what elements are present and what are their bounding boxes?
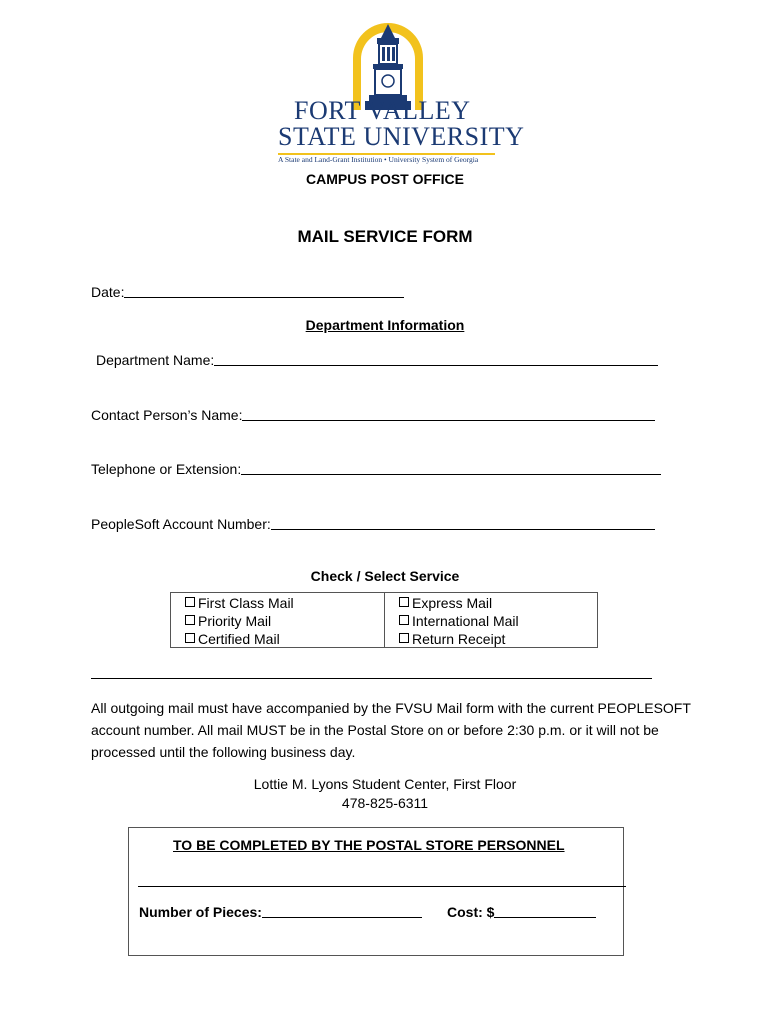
contact-name-label: Contact Person’s Name: [91, 407, 243, 423]
university-tagline: A State and Land-Grant Institution • University System of Georgia [278, 155, 479, 164]
service-option[interactable] [185, 594, 384, 612]
personnel-signature-line[interactable] [138, 886, 626, 887]
personnel-box [128, 827, 624, 956]
location-address: Lottie M. Lyons Student Center, First Floor [253, 776, 517, 792]
pieces-field[interactable] [139, 903, 422, 920]
mail-notice: All outgoing mail must have accompanied by the FVSU Mail form with the current PEOPLESOFT account number. All mail MUST be in the Postal Store on or before 2:30 p.m. or it will not be processed until the following business day. [91, 700, 691, 760]
cost-label: Cost: $ [447, 904, 495, 920]
pieces-input-line[interactable] [262, 903, 422, 918]
service-option-label: Return Receipt [412, 631, 506, 647]
checkbox-icon[interactable] [185, 633, 195, 643]
service-option-label: Priority Mail [198, 613, 272, 629]
department-name-label: Department Name: [96, 352, 215, 368]
university-logo [270, 14, 525, 164]
department-name-field[interactable] [96, 351, 658, 368]
checkbox-icon[interactable] [185, 597, 195, 607]
service-heading: Check / Select Service [310, 568, 460, 584]
checkbox-icon[interactable] [399, 615, 409, 625]
service-column-left [171, 593, 384, 647]
service-option-label: First Class Mail [198, 595, 294, 611]
university-name-line2: STATE UNIVERSITY [278, 122, 525, 151]
university-name-line1: FORT VALLEY [294, 96, 471, 125]
pieces-label: Number of Pieces: [139, 904, 262, 920]
phone-label: Telephone or Extension: [91, 461, 242, 477]
service-option[interactable] [399, 612, 597, 630]
department-heading: Department Information [305, 317, 465, 333]
location-block [0, 775, 770, 813]
account-number-input-line[interactable] [271, 515, 655, 530]
service-option-label: International Mail [412, 613, 519, 629]
department-name-input-line[interactable] [214, 351, 658, 366]
account-number-label: PeopleSoft Account Number: [91, 516, 271, 532]
phone-input-line[interactable] [241, 460, 661, 475]
phone-field[interactable] [91, 460, 661, 477]
location-phone: 478-825-6311 [341, 795, 429, 811]
account-number-field[interactable] [91, 515, 655, 532]
service-option[interactable] [185, 630, 384, 648]
service-option-label: Certified Mail [198, 631, 280, 647]
service-option[interactable] [399, 630, 597, 648]
checkbox-icon[interactable] [185, 615, 195, 625]
form-title: MAIL SERVICE FORM [297, 227, 473, 246]
checkbox-icon[interactable] [399, 633, 409, 643]
date-field[interactable] [91, 283, 404, 300]
cost-field[interactable] [447, 903, 596, 920]
cost-input-line[interactable] [494, 903, 596, 918]
service-column-right [384, 593, 597, 647]
section-divider [91, 678, 652, 679]
contact-name-input-line[interactable] [242, 406, 655, 421]
office-heading: CAMPUS POST OFFICE [306, 171, 464, 187]
date-input-line[interactable] [124, 283, 404, 298]
service-option[interactable] [185, 612, 384, 630]
personnel-heading: TO BE COMPLETED BY THE POSTAL STORE PERSONNEL [173, 837, 565, 853]
service-option-label: Express Mail [412, 595, 493, 611]
service-table [170, 592, 598, 648]
checkbox-icon[interactable] [399, 597, 409, 607]
date-label: Date: [91, 284, 125, 300]
contact-name-field[interactable] [91, 406, 655, 423]
service-option[interactable] [399, 594, 597, 612]
